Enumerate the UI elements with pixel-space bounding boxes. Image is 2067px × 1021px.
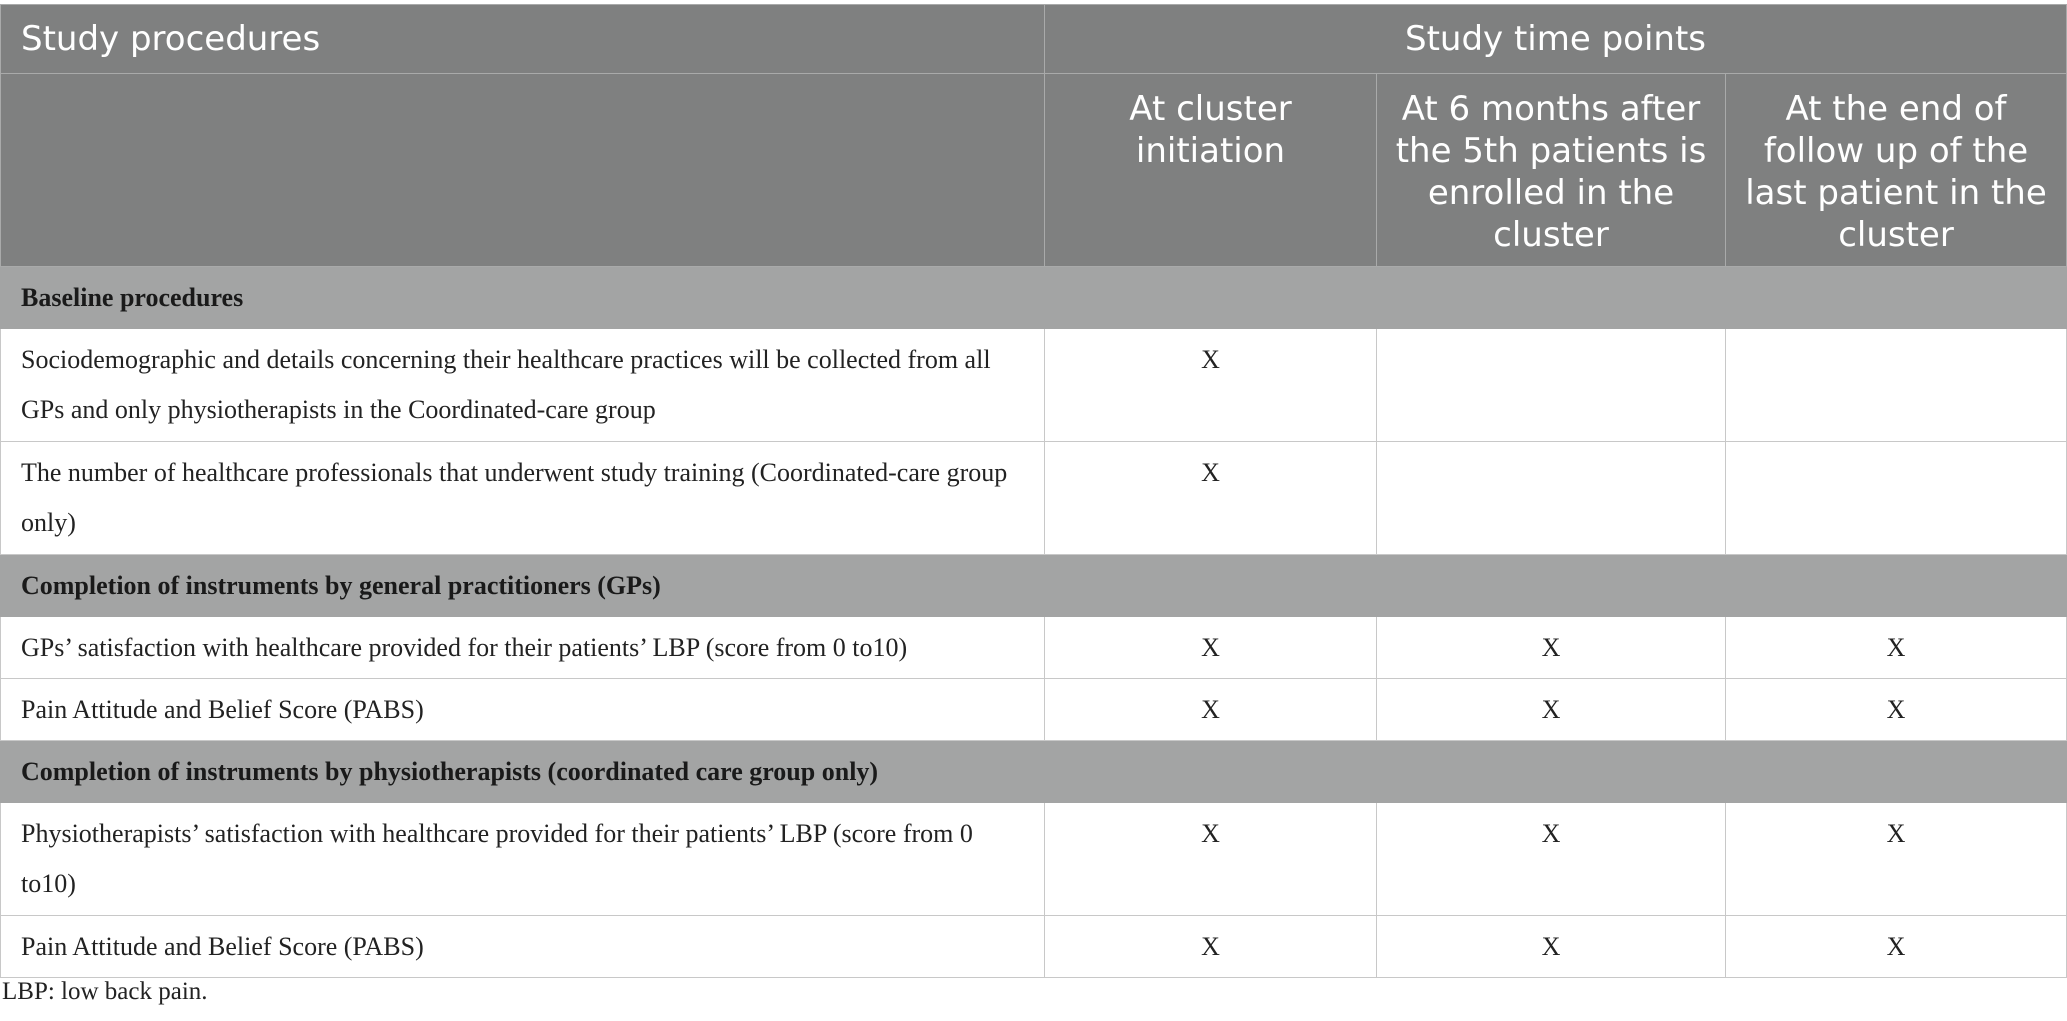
timepoint-mark: X <box>1726 803 2067 916</box>
timepoint-mark: X <box>1377 679 1726 741</box>
header-row-timepoints <box>1 74 2067 267</box>
study-schedule-table <box>0 4 2067 978</box>
timepoint-mark <box>1726 442 2067 555</box>
study-time-points-header: Study time points <box>1045 5 2067 74</box>
header-empty-cell <box>1 74 1045 267</box>
table-row <box>1 617 2067 679</box>
timepoint-mark: X <box>1377 916 1726 978</box>
procedure-label: Pain Attitude and Belief Score (PABS) <box>1 916 1045 978</box>
procedure-label: Physiotherapists’ satisfaction with healthcare provided for their patients’ LBP (score from 0 to10) <box>1 803 1045 916</box>
section-row <box>1 555 2067 617</box>
timepoint-mark <box>1377 442 1726 555</box>
timepoint-mark: X <box>1045 329 1377 442</box>
table-row <box>1 916 2067 978</box>
timepoint-mark: X <box>1045 617 1377 679</box>
procedure-label: GPs’ satisfaction with healthcare provided for their patients’ LBP (score from 0 to10) <box>1 617 1045 679</box>
timepoint-header-end-follow-up: At the end of follow up of the last patient in the cluster <box>1726 74 2067 267</box>
header-row-top <box>1 5 2067 74</box>
section-row <box>1 267 2067 329</box>
table-body <box>1 267 2067 978</box>
procedure-label: Pain Attitude and Belief Score (PABS) <box>1 679 1045 741</box>
timepoint-mark <box>1377 329 1726 442</box>
table-row <box>1 329 2067 442</box>
timepoint-mark: X <box>1377 617 1726 679</box>
table-header <box>1 5 2067 267</box>
timepoint-mark: X <box>1377 803 1726 916</box>
procedure-label: Sociodemographic and details concerning their healthcare practices will be collected from all GPs and only physiotherapists in the Coordinated-care group <box>1 329 1045 442</box>
timepoint-header-initiation: At cluster initiation <box>1045 74 1377 267</box>
timepoint-mark: X <box>1045 916 1377 978</box>
timepoint-header-6-months: At 6 months after the 5th patients is enrolled in the cluster <box>1377 74 1726 267</box>
procedure-label: The number of healthcare professionals that underwent study training (Coordinated-care group only) <box>1 442 1045 555</box>
table-footnote: LBP: low back pain. <box>2 978 208 1005</box>
timepoint-mark: X <box>1726 916 2067 978</box>
timepoint-mark: X <box>1045 679 1377 741</box>
section-title: Completion of instruments by physiotherapists (coordinated care group only) <box>1 741 2067 803</box>
table-row <box>1 442 2067 555</box>
timepoint-mark: X <box>1726 679 2067 741</box>
section-title: Completion of instruments by general practitioners (GPs) <box>1 555 2067 617</box>
section-title: Baseline procedures <box>1 267 2067 329</box>
timepoint-mark: X <box>1045 803 1377 916</box>
timepoint-mark: X <box>1045 442 1377 555</box>
table-row <box>1 803 2067 916</box>
section-row <box>1 741 2067 803</box>
table-row <box>1 679 2067 741</box>
study-procedures-header: Study procedures <box>1 5 1045 74</box>
timepoint-mark <box>1726 329 2067 442</box>
timepoint-mark: X <box>1726 617 2067 679</box>
